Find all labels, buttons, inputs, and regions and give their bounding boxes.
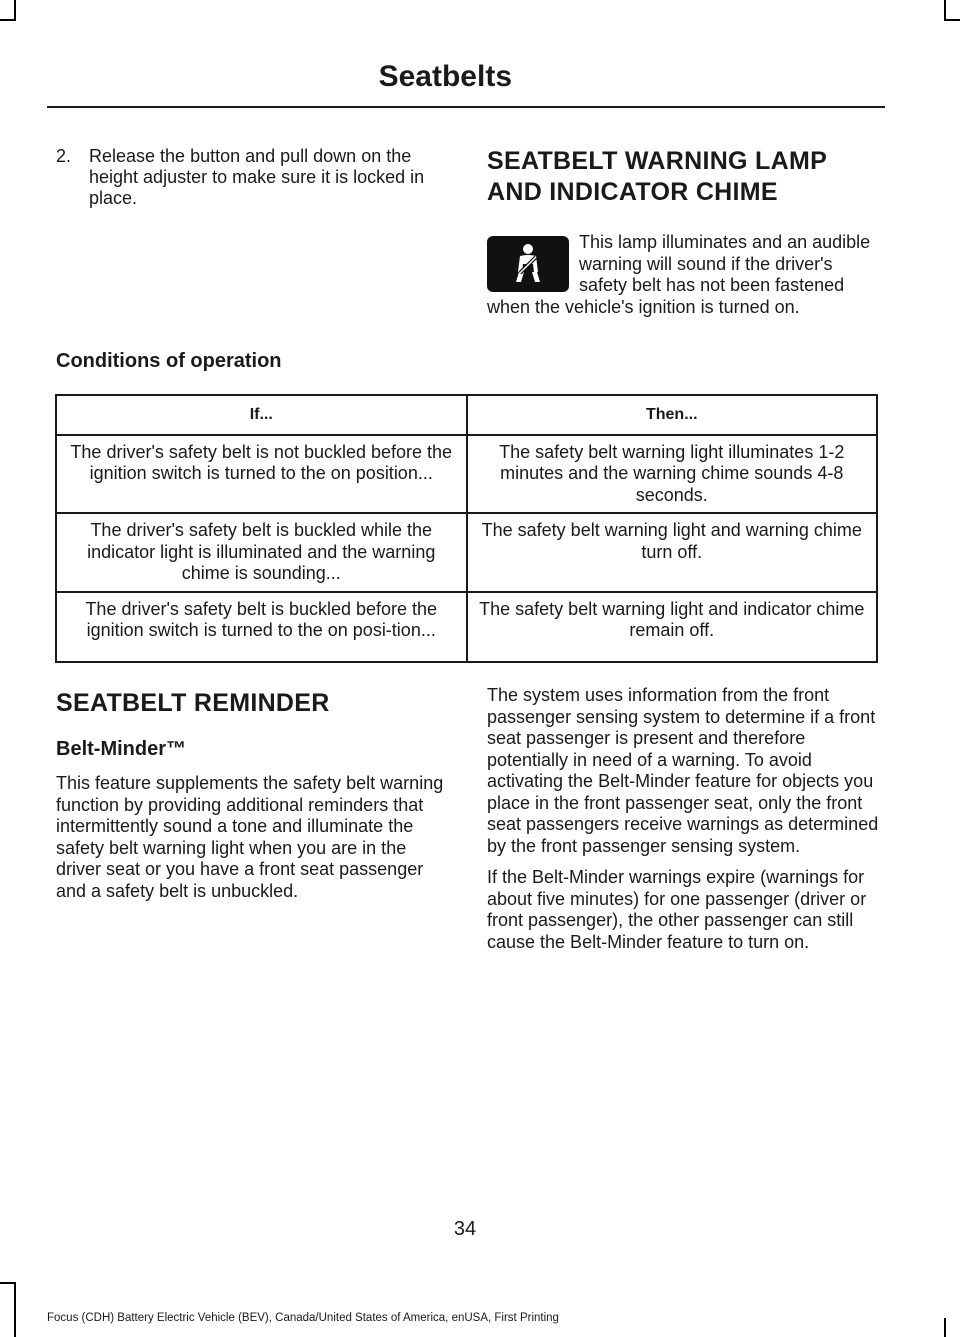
reminder-paragraph: This feature supplements the safety belt warning function by providing additional reminders that intermittently sound a tone and illuminate the safety belt warning light when you are in the driver seat or you have a front seat passenger and a safety belt is unbuckled. xyxy=(56,773,444,901)
table-cell-if: The driver's safety belt is buckled before the ignition switch is turned to the on posi-tion... xyxy=(56,592,467,662)
table-cell-then: The safety belt warning light illuminates 1-2 minutes and the warning chime sounds 4-8 seconds. xyxy=(467,435,878,514)
crop-mark xyxy=(944,19,960,21)
table-row xyxy=(56,435,877,514)
header-divider xyxy=(47,106,885,108)
crop-mark xyxy=(14,0,16,20)
table-cell-if: The driver's safety belt is not buckled before the ignition switch is turned to the on position... xyxy=(56,435,467,514)
conditions-title: Conditions of operation xyxy=(56,350,282,372)
reminder-paragraph: If the Belt-Minder warnings expire (warnings for about five minutes) for one passenger (driver or front passenger), the other passenger can still cause the Belt-Minder feature to turn on. xyxy=(487,867,867,952)
table-cell-then: The safety belt warning light and indicator chime remain off. xyxy=(467,592,878,662)
reminder-heading: SEATBELT REMINDER xyxy=(56,689,330,717)
reminder-section xyxy=(56,688,448,902)
crop-mark xyxy=(0,19,16,21)
page-number: 34 xyxy=(453,1218,477,1240)
reminder-continued xyxy=(487,685,880,953)
table-row xyxy=(56,513,877,592)
table-cell-if: The driver's safety belt is buckled while the indicator light is illuminated and the warning chime is sounding... xyxy=(56,513,467,592)
crop-mark xyxy=(944,0,946,20)
table-header-then: Then... xyxy=(467,395,878,435)
step-text: Release the button and pull down on the height adjuster to make sure it is locked in place. xyxy=(89,146,425,208)
crop-mark xyxy=(944,1318,946,1337)
conditions-table xyxy=(55,394,878,663)
step-number: 2. xyxy=(56,146,72,166)
warning-lamp-heading: SEATBELT WARNING LAMP AND INDICATOR CHIME xyxy=(487,147,827,206)
table-header-row xyxy=(56,395,877,435)
seatbelt-warning-icon xyxy=(487,236,569,292)
crop-mark xyxy=(14,1282,16,1337)
step-item xyxy=(56,146,446,209)
page-footer: Focus (CDH) Battery Electric Vehicle (BEV), Canada/United States of America, enUSA, First Printing xyxy=(47,1312,559,1324)
step-section xyxy=(56,146,446,209)
reminder-paragraph: The system uses information from the front passenger sensing system to determine if a front seat passenger is present and therefore potentially in need of a warning. To avoid activating the Belt-Minder feature for objects you place in the front passenger seat, only the front seat passengers receive warnings as determined by the front passenger sensing system. xyxy=(487,685,879,856)
table-cell-then: The safety belt warning light and warning chime turn off. xyxy=(467,513,878,592)
table-row xyxy=(56,592,877,662)
crop-mark xyxy=(0,1282,16,1284)
warning-lamp-block xyxy=(487,232,880,318)
warning-lamp-text: This lamp illuminates and an audible warning will sound if the driver's safety belt has not been fastened when the vehicle's ignition is turned on. xyxy=(487,232,871,317)
table-header-if: If... xyxy=(56,395,467,435)
warning-lamp-section xyxy=(487,146,880,318)
page-title: Seatbelts xyxy=(378,60,512,93)
reminder-subheading: Belt-Minder™ xyxy=(56,738,186,760)
